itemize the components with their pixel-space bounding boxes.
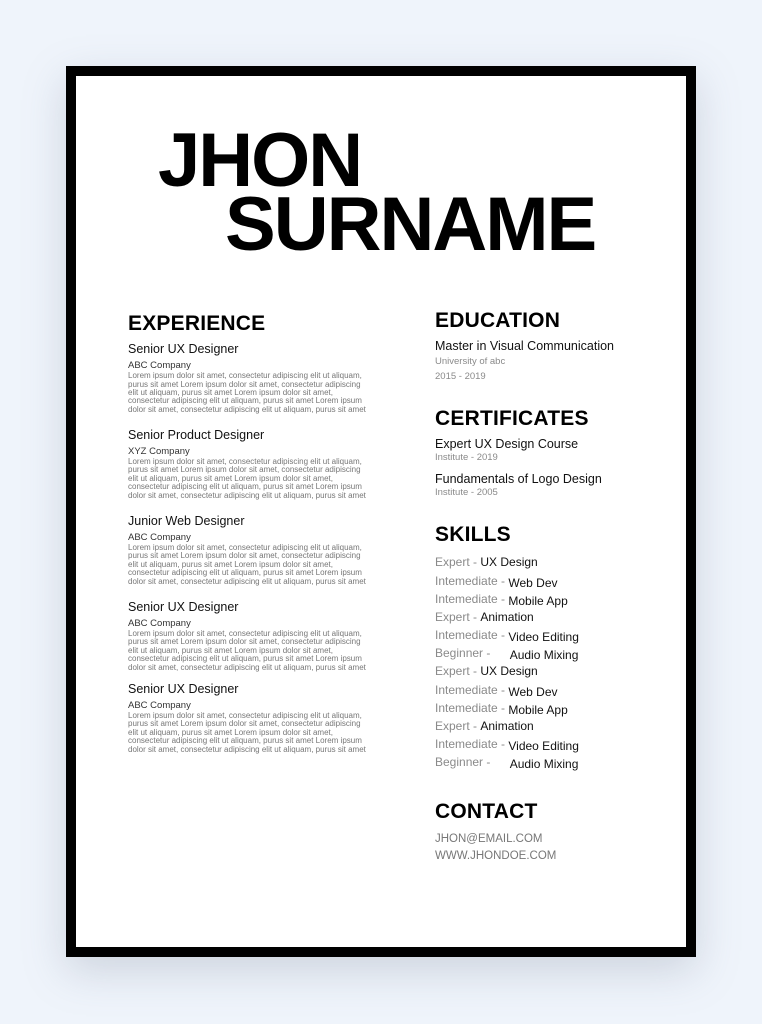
job-company: ABC Company [128,617,191,629]
skill-level: Expert - [435,555,481,570]
job-title: Senior UX Designer [128,342,239,357]
skill-item [435,735,655,753]
skill-level: Expert - [435,719,481,733]
certificates-heading: CERTIFICATES [435,406,589,430]
skill-item [435,553,655,571]
job-entry [128,600,368,672]
job-company: ABC Company [128,699,191,711]
contact-section [435,800,655,865]
job-company: ABC Company [128,531,191,543]
job-description: Lorem ipsum dolor sit amet, consectetur adipiscing elit ut aliquam, purus sit amet Lorem ipsum dolor sit amet, consectetur adipiscing elit ut aliquam, purus sit amet Lorem ipsum dolor sit amet, consectetur adipiscing elit ut aliquam, purus sit amet Lorem ipsum dolor sit amet, consectetur adipiscing elit ut aliquam, purus sit amet [128,710,366,754]
skill-item [435,644,655,662]
contact-heading: CONTACT [435,799,538,823]
skill-item [435,662,655,680]
skills-heading: SKILLS [435,523,511,547]
first-name: JHON [158,118,362,203]
resume-frame [66,66,696,957]
skill-level: Intemediate - [435,700,509,715]
job-entry [128,342,368,414]
skill-item [435,608,655,626]
job-entry [128,514,368,586]
job-title: Senior UX Designer [128,681,239,696]
skill-level: Expert - [435,664,481,679]
certificate-entry [435,471,655,500]
skill-item [435,590,655,608]
skill-name: Web Dev [508,575,558,590]
skill-item [435,681,655,699]
resume-page [76,76,686,947]
contact-website[interactable]: WWW.JHONDOE.COM [435,849,557,862]
skill-name: Animation [480,719,534,733]
job-title: Senior UX Designer [128,600,239,614]
job-description: Lorem ipsum dolor sit amet, consectetur adipiscing elit ut aliquam, purus sit amet Lorem ipsum dolor sit amet, consectetur adipiscing elit ut aliquam, purus sit amet Lorem ipsum dolor sit amet, consectetur adipiscing elit ut aliquam, purus sit amet Lorem ipsum dolor sit amet, consectetur adipiscing elit ut aliquam, purus sit amet [128,457,366,500]
certificate-title: Expert UX Design Course [435,437,579,452]
skill-level: Intemediate - [435,737,509,752]
job-entry [128,682,368,754]
education-degree: Master in Visual Communication [435,339,615,354]
skill-item [435,626,655,644]
contact-list [435,831,655,865]
skill-name: Web Dev [508,684,558,699]
job-company: XYZ Company [128,445,190,457]
job-description: Lorem ipsum dolor sit amet, consectetur adipiscing elit ut aliquam, purus sit amet Lorem ipsum dolor sit amet, consectetur adipiscing elit ut aliquam, purus sit amet Lorem ipsum dolor sit amet, consectetur adipiscing elit ut aliquam, purus sit amet Lorem ipsum dolor sit amet, consectetur adipiscing elit ut aliquam, purus sit amet [128,629,366,672]
skill-name: Video Editing [508,739,579,754]
skills-list [435,553,655,771]
certificate-entry [435,436,655,465]
skill-level: Intemediate - [435,573,509,588]
experience-list [128,342,368,754]
job-company: ABC Company [128,359,191,371]
certificate-title: Fundamentals of Logo Design [435,471,602,486]
education-years: 2015 - 2019 [435,370,486,382]
skill-level: Intemediate - [435,682,509,697]
experience-heading: EXPERIENCE [128,312,266,335]
job-title: Junior Web Designer [128,514,245,529]
skill-name: UX Design [480,664,538,679]
last-name: SURNAME [225,182,596,267]
skill-name: Audio Mixing [509,757,579,772]
skill-level: Beginner - [435,646,494,661]
skill-level: Intemediate - [435,628,509,643]
job-title: Senior Product Designer [128,428,265,443]
skill-item [435,753,655,771]
skill-level: Expert - [435,609,481,624]
job-description: Lorem ipsum dolor sit amet, consectetur adipiscing elit ut aliquam, purus sit amet Lorem ipsum dolor sit amet, consectetur adipiscing elit ut aliquam, purus sit amet Lorem ipsum dolor sit amet, consectetur adipiscing elit ut aliquam, purus sit amet Lorem ipsum dolor sit amet, consectetur adipiscing elit ut aliquam, purus sit amet [128,543,366,586]
job-entry [128,428,368,500]
certificate-detail: Institute - 2019 [435,452,498,464]
certificate-detail: Institute - 2005 [435,486,498,498]
education-heading: EDUCATION [435,309,561,332]
skill-level: Beginner - [435,755,494,770]
right-column [435,309,655,865]
job-description: Lorem ipsum dolor sit amet, consectetur adipiscing elit ut aliquam, purus sit amet Lorem ipsum dolor sit amet, consectetur adipiscing elit ut aliquam, purus sit amet Lorem ipsum dolor sit amet, consectetur adipiscing elit ut aliquam, purus sit amet Lorem ipsum dolor sit amet, consectetur adipiscing elit ut aliquam, purus sit amet [128,371,366,414]
skill-name: Mobile App [508,593,568,608]
contact-email[interactable]: JHON@EMAIL.COM [435,832,543,845]
skill-name: UX Design [480,555,538,570]
skill-item [435,717,655,735]
skill-name: Animation [480,609,534,624]
skill-item [435,572,655,590]
certificates-section [435,407,655,499]
skill-item [435,699,655,717]
education-school: University of abc [435,356,506,368]
skill-name: Mobile App [508,702,568,717]
skills-section [435,523,655,771]
skill-name: Video Editing [508,630,579,645]
skill-level: Intemediate - [435,591,509,606]
skill-name: Audio Mixing [509,648,579,663]
education-section [435,309,655,383]
experience-section [128,312,368,768]
